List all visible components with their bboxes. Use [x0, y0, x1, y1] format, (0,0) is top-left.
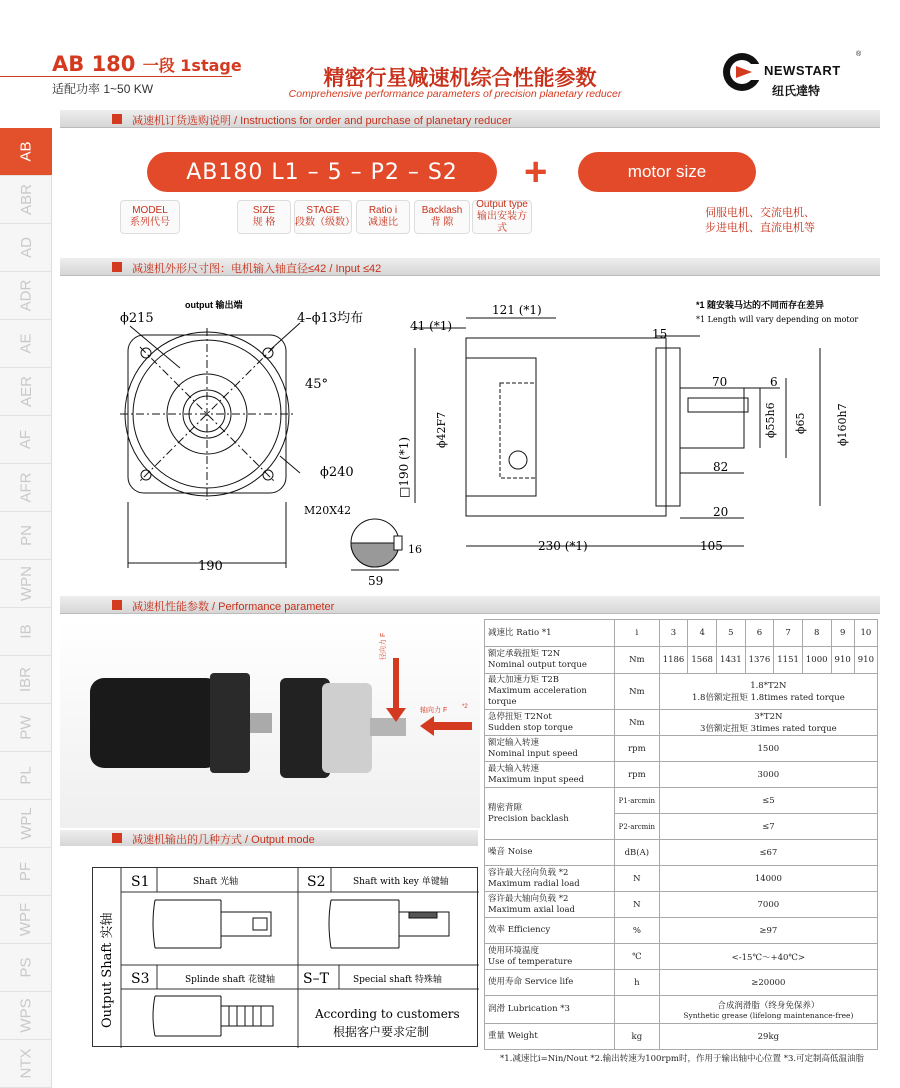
dim-d240: ϕ240	[320, 465, 354, 480]
stage-label: 一段 1stage	[142, 56, 242, 75]
model-title: AB 180 一段 1stage	[52, 52, 242, 76]
dim-82: 82	[713, 460, 729, 474]
custom-en: According to customers	[315, 1007, 460, 1021]
dim-angle: 45°	[305, 377, 329, 392]
sidebar-item-pf[interactable]	[0, 848, 52, 896]
section-output: 减速机输出的几种方式 / Output mode	[60, 830, 478, 846]
sidebar-item-pn[interactable]	[0, 512, 52, 560]
sidebar-item-wpf[interactable]	[0, 896, 52, 944]
table-row: 精密背隙 Precision backlash P1-arcmin ≤5	[485, 788, 878, 814]
table-row: 最大输入转速 Maximum input speed rpm 3000	[485, 762, 878, 788]
s3-desc: Splinde shaft 花键轴	[185, 975, 276, 985]
sidebar-item-af[interactable]	[0, 416, 52, 464]
sidebar-item-ae[interactable]	[0, 320, 52, 368]
code-label-backlash: Backlash 背 隙	[414, 200, 470, 234]
sidebar-item-label: WPL	[17, 807, 35, 840]
section-dimension: 减速机外形尺寸图：电机输入轴直径≤42 / Input ≤42	[60, 258, 880, 276]
s1-desc: Shaft 光轴	[193, 877, 239, 887]
sidebar-item-label: NTX	[17, 1048, 35, 1079]
dim-15: 15	[652, 327, 668, 341]
power-range: 适配功率 1~50 KW	[52, 82, 154, 96]
table-row: 效率 Efficiency % ≥97	[485, 918, 878, 944]
sidebar-item-label: WPN	[17, 566, 35, 601]
table-row: 最大加速力矩 T2B Maximum acceleration torque Nm 1.8*T2N 1.8倍额定扭矩 1.8times rated torque	[485, 674, 878, 710]
sidebar-item-label: IB	[17, 624, 35, 639]
series-sidebar	[0, 128, 52, 1088]
sidebar-item-ad[interactable]	[0, 224, 52, 272]
svg-text:®: ®	[856, 51, 862, 58]
output-shaft-label: Output Shaft 实轴	[100, 912, 115, 1028]
product-photo	[60, 618, 480, 828]
sidebar-item-ab[interactable]	[0, 128, 52, 176]
sidebar-item-label: AER	[17, 376, 35, 407]
dim-holes: 4–ϕ13均布	[297, 311, 364, 326]
custom-cn: 根据客户要求定制	[333, 1025, 430, 1039]
sidebar-item-aer[interactable]	[0, 368, 52, 416]
sidebar-item-label: PW	[17, 715, 35, 740]
sidebar-item-adr[interactable]	[0, 272, 52, 320]
table-row: 使用环境温度 Use of temperature ℃ <-15℃～+40℃>	[485, 944, 878, 970]
section-order: 减速机订货选购说明 / Instructions for order and purchase of planetary reducer	[60, 110, 880, 128]
s3-code: S3	[131, 971, 150, 987]
dim-41: 41 (*1)	[410, 319, 453, 333]
plus-icon: +	[524, 150, 548, 194]
table-row: 额定输入转速 Nominal input speed rpm 1500	[485, 736, 878, 762]
page-subtitle: Comprehensive performance parameters of precision planetary reducer	[288, 88, 622, 100]
header-underline	[0, 76, 232, 77]
s1-code: S1	[131, 874, 150, 890]
dimension-drawing	[60, 278, 880, 594]
dim-d42: ϕ42F7	[435, 411, 448, 448]
table-row: 容许最大径向负载 *2 Maximum radial load N 14000	[485, 866, 878, 892]
dim-16: 16	[408, 543, 422, 556]
dim-121: 121 (*1)	[492, 303, 542, 317]
sidebar-item-label: PL	[17, 766, 35, 785]
sidebar-item-label: PF	[17, 861, 35, 882]
dim-d215: ϕ215	[120, 311, 154, 326]
sidebar-item-label: PN	[17, 525, 35, 546]
table-row: 额定承载扭矩 T2N Nominal output torque Nm 1186 1568 1431 1376 1151 1000 910 910	[485, 647, 878, 674]
svg-text:轴向力 F: 轴向力 F	[420, 707, 448, 714]
sidebar-item-label: WPF	[17, 902, 35, 937]
s2-desc: Shaft with key 单键轴	[353, 877, 449, 887]
table-row: 重量 Weight kg 29kg	[485, 1024, 878, 1050]
sidebar-item-pw[interactable]	[0, 704, 52, 752]
motor-types: 伺服电机、交流电机、步进电机、直流电机等	[705, 207, 815, 234]
table-row: 急停扭矩 T2Not Sudden stop torque Nm 3*T2N 3倍额定扭矩 3times rated torque	[485, 710, 878, 736]
dim-59: 59	[368, 574, 384, 588]
sidebar-item-ps[interactable]	[0, 944, 52, 992]
sidebar-item-wpn[interactable]	[0, 560, 52, 608]
table-row: 减速比 Ratio *1 i 3 4 5 6 7 8 9 10	[485, 620, 878, 647]
dim-sq190: □190 (*1)	[397, 436, 411, 498]
sidebar-item-wps[interactable]	[0, 992, 52, 1040]
note-en: *1 Length will vary depending on motor	[696, 315, 859, 324]
table-row: 润滑 Lubrication *3 合成润滑脂（终身免保养） Synthetic grease (lifelong maintenance-free)	[485, 996, 878, 1024]
note-cn: *1 随安装马达的不同而存在差异	[696, 300, 825, 310]
sidebar-item-label: PS	[17, 957, 35, 978]
sidebar-item-label: AFR	[17, 472, 35, 503]
logo-text: NEWSTART	[764, 63, 841, 78]
dim-20: 20	[713, 505, 729, 519]
svg-text:径向力 F: 径向力 F	[380, 632, 387, 660]
dim-d160: ϕ160h7	[836, 403, 849, 446]
sidebar-item-pl[interactable]	[0, 752, 52, 800]
code-label-model: MODEL 系列代号	[120, 200, 180, 234]
sidebar-item-label: ABR	[17, 184, 35, 215]
page-title: 精密行星减速机综合性能参数	[323, 66, 597, 90]
table-row: 噪音 Noise dB(A) ≤67	[485, 840, 878, 866]
table-row: 容许最大轴向负载 *2 Maximum axial load N 7000	[485, 892, 878, 918]
code-label-stage: STAGE 段数（级数）	[294, 200, 352, 234]
s2-code: S2	[307, 874, 326, 890]
output-modes-box	[92, 867, 478, 1047]
sidebar-item-ib[interactable]	[0, 608, 52, 656]
sidebar-item-label: AD	[17, 237, 35, 258]
performance-footnote: *1.减速比i=Nin/Nout *2.输出转速为100rpm时，作用于输出轴中心位置 *3.可定制高低温油脂	[500, 1054, 865, 1064]
dim-6: 6	[770, 375, 778, 389]
sidebar-item-label: AE	[17, 333, 35, 354]
code-label-ratio: Ratio i 减速比	[356, 200, 410, 234]
table-row: 使用寿命 Service life h ≥20000	[485, 970, 878, 996]
dim-d55: ϕ55h6	[764, 402, 777, 438]
dim-thread: M20X42	[304, 504, 352, 517]
sidebar-item-label: ADR	[17, 279, 35, 312]
sidebar-item-wpl[interactable]	[0, 800, 52, 848]
svg-text:*2: *2	[462, 704, 468, 710]
st-desc: Special shaft 特殊轴	[353, 975, 442, 985]
sidebar-item-ibr[interactable]	[0, 656, 52, 704]
performance-table	[484, 619, 878, 1050]
dim-d65: ϕ65	[794, 412, 807, 434]
logo-cn: 纽氏達特	[772, 84, 821, 98]
sidebar-item-ntx[interactable]	[0, 1040, 52, 1088]
dim-105: 105	[700, 539, 723, 553]
sidebar-item-afr[interactable]	[0, 464, 52, 512]
sidebar-item-label: WPS	[17, 998, 35, 1033]
output-end-label: output 输出端	[185, 300, 243, 310]
sidebar-item-abr[interactable]	[0, 176, 52, 224]
dim-70: 70	[712, 375, 728, 389]
sidebar-item-label: AF	[17, 429, 35, 450]
section-performance: 减速机性能参数 / Performance parameter	[60, 596, 880, 614]
code-label-size: SIZE 规 格	[237, 200, 291, 234]
order-code-pill: AB180 L1 – 5 – P2 – S2	[147, 152, 497, 192]
dim-230: 230 (*1)	[538, 539, 588, 553]
code-label-output: Output type 输出安装方式	[472, 200, 532, 234]
sidebar-item-label: IBR	[17, 666, 35, 693]
table-row: P2-arcmin ≤7	[485, 814, 878, 840]
dim-w190: 190	[198, 559, 223, 574]
st-code: S–T	[303, 971, 329, 987]
motor-size-pill: motor size	[578, 152, 756, 192]
sidebar-item-label: AB	[17, 141, 35, 162]
